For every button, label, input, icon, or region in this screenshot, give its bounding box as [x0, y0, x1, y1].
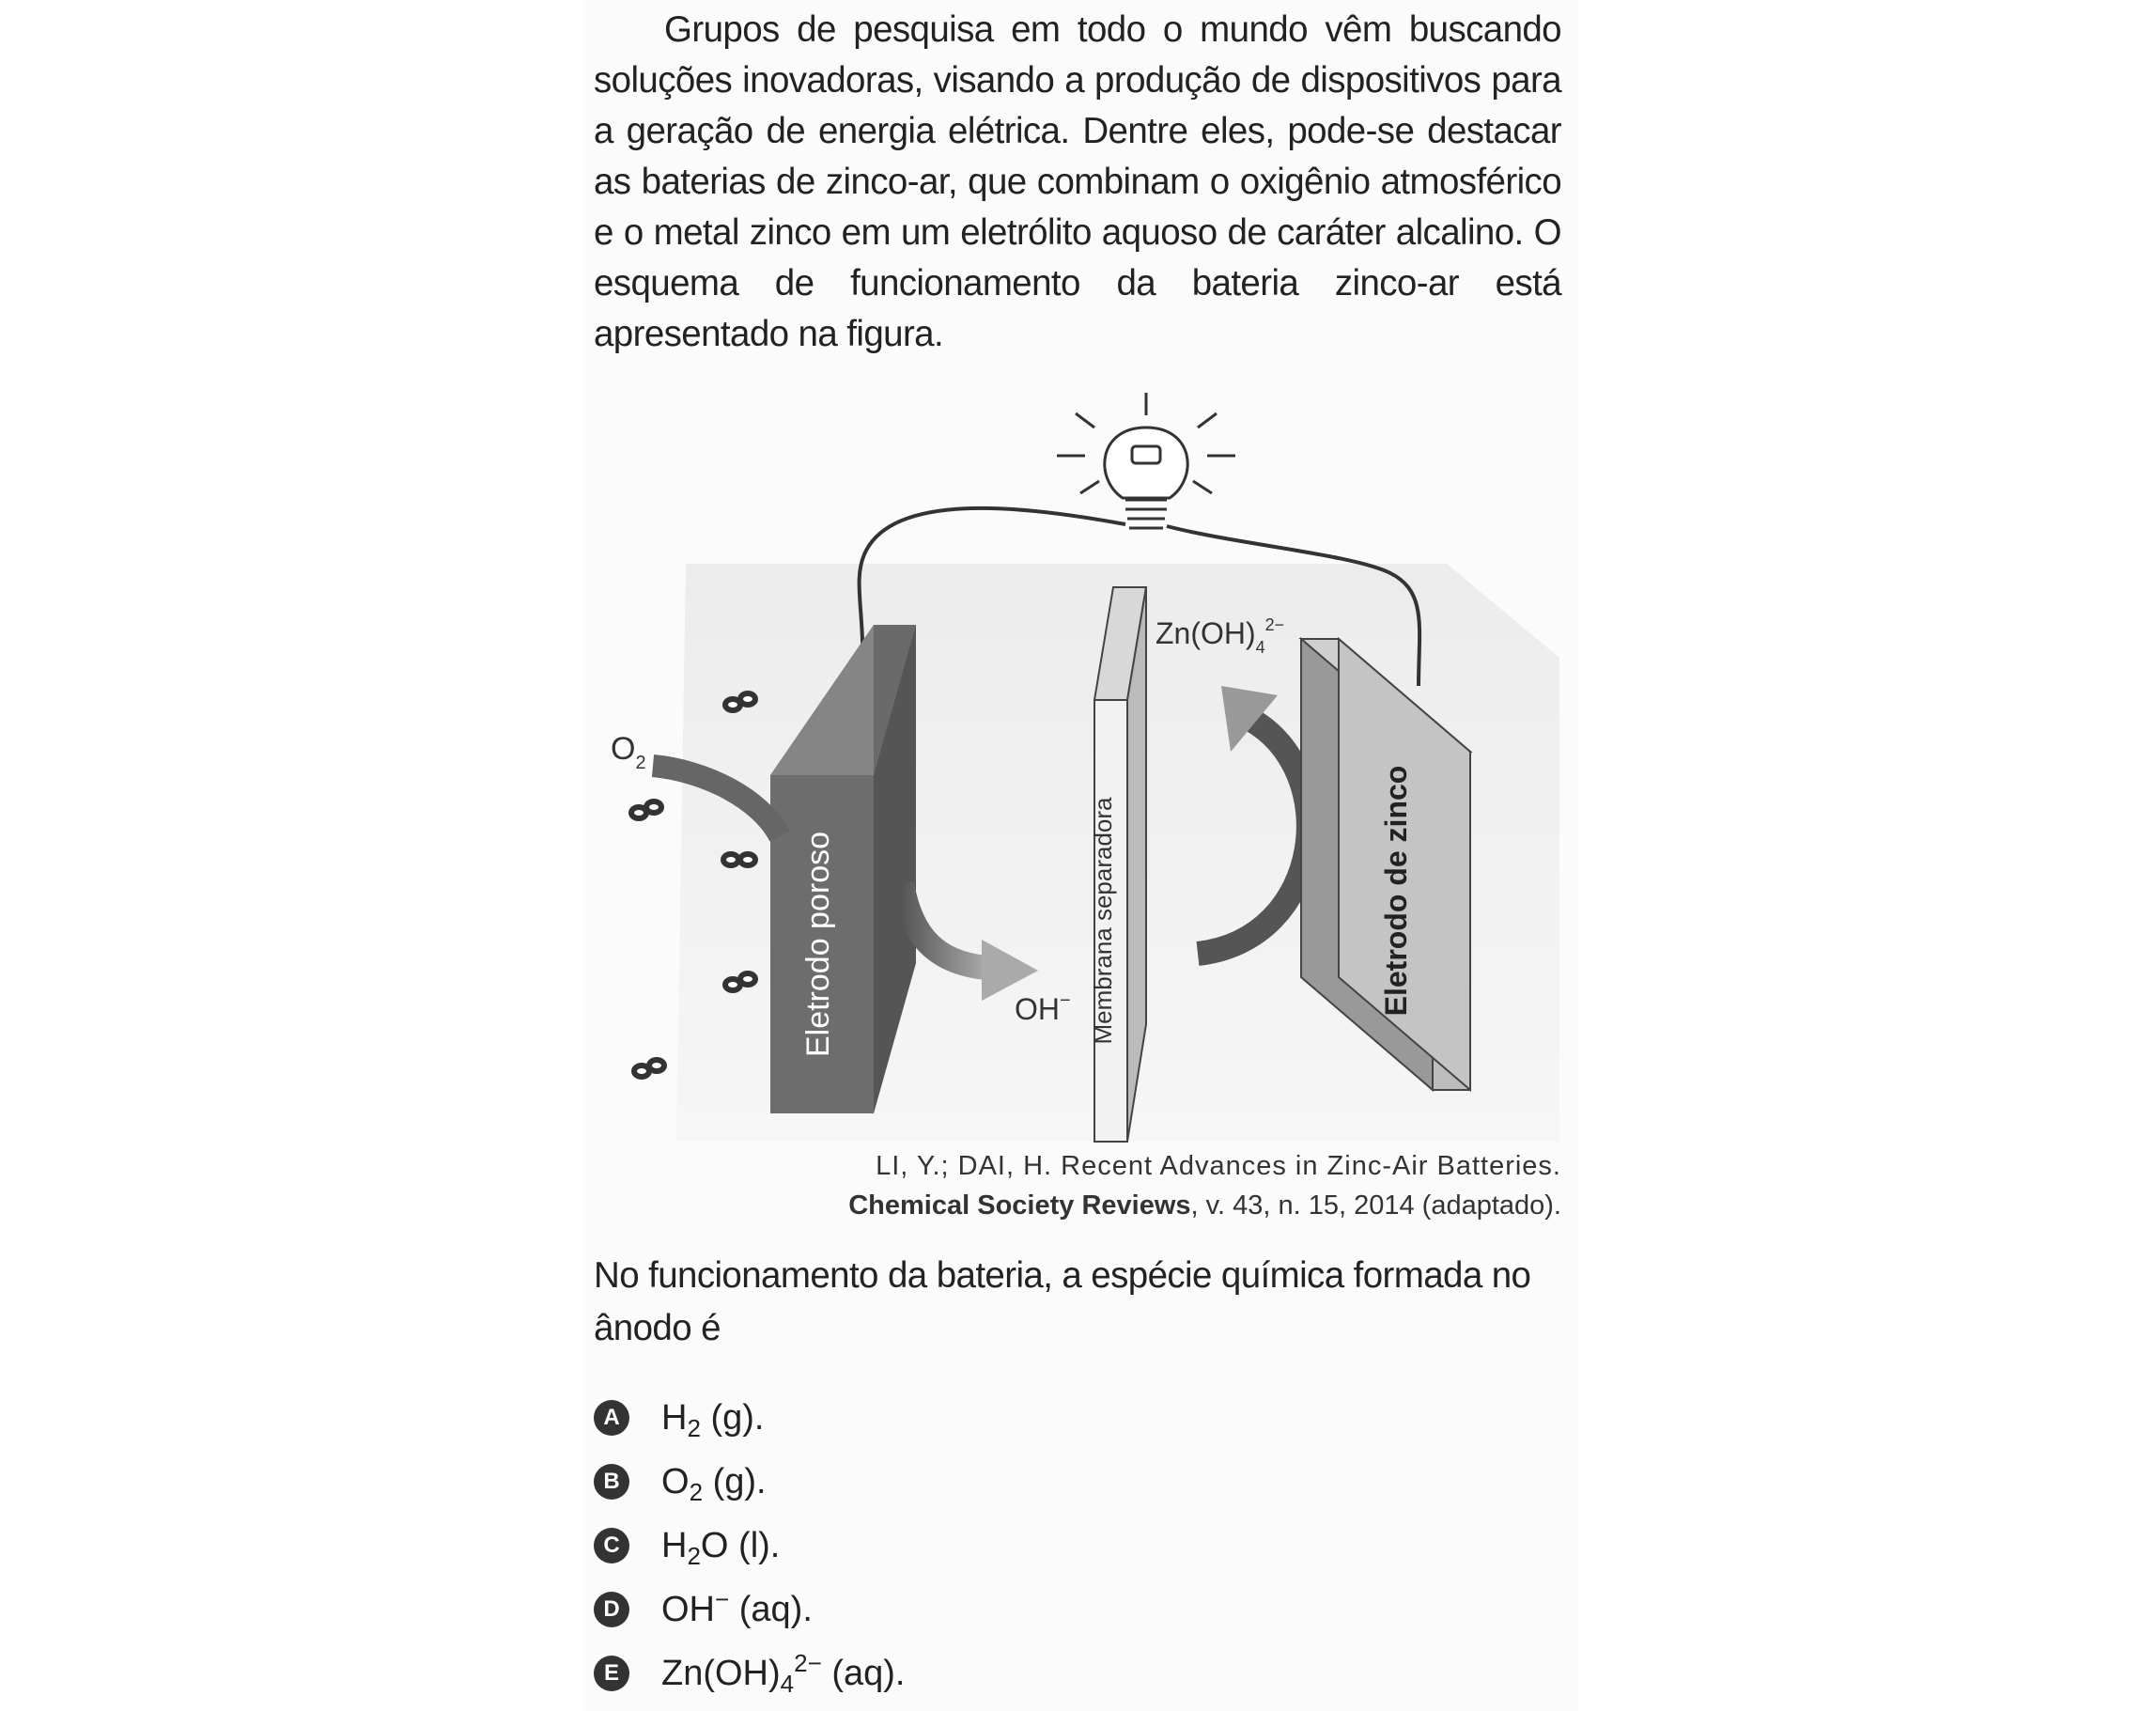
- option-c[interactable]: [594, 1514, 1561, 1578]
- intro-text: Grupos de pesquisa em todo o mundo vêm buscando soluções inovadoras, visando a produção de dispositivos para a geração de energia elétrica. Dentre eles, pode-se destacar as baterias de zinco-ar, que combinam o oxigênio atmosférico e o metal zinco em um eletrólito aquoso de caráter alcalino. O esquema de funcionamento da bateria zinco-ar está apresentado na figura.: [594, 9, 1561, 354]
- option-text: $H_2O$ (l).: [661, 1525, 781, 1570]
- option-text: $H_2$ (g).: [661, 1397, 765, 1442]
- option-letter-badge: B: [594, 1464, 629, 1500]
- o2-label: $O_2$: [611, 731, 646, 773]
- option-letter-badge: A: [594, 1400, 629, 1436]
- zinc-air-battery-diagram: [582, 376, 1578, 1146]
- porous-electrode-label: Eletrodo poroso: [800, 831, 836, 1058]
- zincate-label: $Zn(OH)_4^{2-}$: [1156, 615, 1285, 657]
- light-bulb-icon: [1057, 393, 1235, 528]
- question-stem: No funcionamento da bateria, a espécie química formada no ânodo é: [594, 1255, 1531, 1348]
- caption-source: [592, 1186, 1561, 1225]
- option-d[interactable]: [594, 1578, 1561, 1641]
- option-text: $Zn(OH)_4^{2-}$ (aq).: [661, 1648, 906, 1698]
- option-letter-badge: E: [594, 1656, 629, 1691]
- caption-journal: Chemical Society Reviews: [848, 1190, 1191, 1221]
- o2-molecule-icon: [628, 799, 664, 821]
- option-a[interactable]: [594, 1386, 1561, 1450]
- zinc-electrode-label: Eletrodo de zinco: [1379, 765, 1413, 1017]
- caption-volume: , v. 43, n. 15, 2014 (adaptado).: [1190, 1190, 1561, 1221]
- option-letter-badge: C: [594, 1528, 629, 1563]
- option-text: $O_2$ (g).: [661, 1461, 767, 1506]
- oh-label: OH−: [1015, 990, 1071, 1026]
- option-text: OH− (aq).: [661, 1584, 813, 1629]
- option-b[interactable]: [594, 1450, 1561, 1514]
- intro-paragraph: [594, 5, 1561, 360]
- membrane-label: Membrana separadora: [1089, 797, 1117, 1045]
- option-e[interactable]: [594, 1641, 1561, 1705]
- figure-caption: [592, 1146, 1561, 1225]
- caption-authors: LI, Y.; DAI, H. Recent Advances in Zinc-Air Batteries.: [876, 1151, 1561, 1181]
- o2-molecule-icon: [631, 1057, 667, 1080]
- answer-options: [594, 1386, 1561, 1705]
- option-letter-badge: D: [594, 1592, 629, 1627]
